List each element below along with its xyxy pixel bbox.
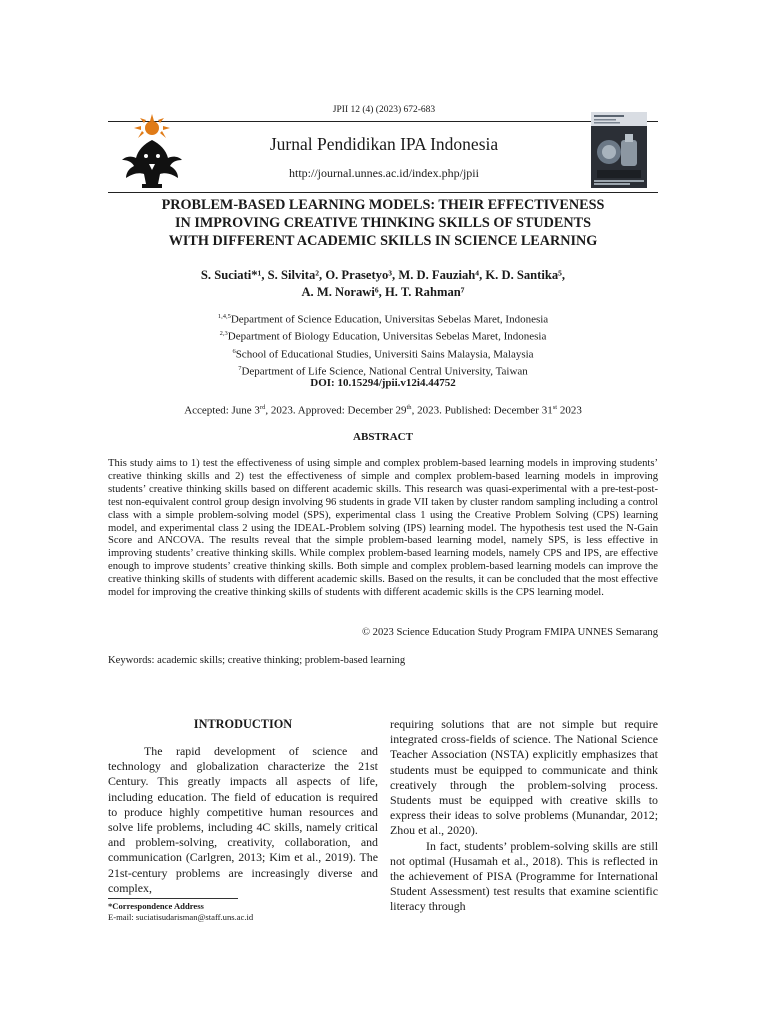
- affiliation-item: $^{2,3}$Department of Biology Education, Universitas Sebelas Maret, Indonesia: [219, 330, 547, 344]
- journal-citation: JPII 12 (4) (2023) 672-683: [332, 105, 436, 115]
- title-line-1: PROBLEM-BASED LEARNING MODELS: THEIR EFFECTIVENESS: [161, 197, 605, 213]
- intro-column-2: [390, 717, 658, 915]
- keywords: Keywords: academic skills; creative thinking; problem-based learning: [108, 655, 406, 666]
- footnote-rule: [108, 898, 238, 899]
- article-doi[interactable]: DOI: 10.15294/jpii.v12i4.44752: [310, 377, 456, 389]
- affiliation-item: $^{1,4,5}$Department of Science Education, Universitas Sebelas Maret, Indonesia: [217, 313, 549, 326]
- header-bottom-rule: [108, 192, 658, 193]
- affiliation-item: $^6$School of Educational Studies, Universiti Sains Malaysia, Malaysia: [232, 347, 534, 361]
- abstract-heading: ABSTRACT: [353, 431, 413, 443]
- article-title: [108, 196, 658, 250]
- intro-paragraph: The rapid development of science and technology and globalization characterize the 21st Century. This greatly impacts all aspects of life, including education. The field of education is required to produce highly competitive human resources and solve life problems, including 4C skills, namely critical and problem-solving, creativity, collaboration, and communication (Carlgren, 2013; Kim et al., 2019). The 21st-century problems are increasingly diverse and complex,: [108, 744, 378, 895]
- authors-line-1: S. Suciati*¹, S. Silvita², O. Prasetyo³, M. D. Fauziah⁴, K. D. Santika⁵,: [200, 268, 566, 282]
- footnote-label: *Correspondence Address: [108, 901, 204, 911]
- header-top-rule: [108, 121, 658, 122]
- abstract-body: This study aims to 1) test the effectiveness of using simple and complex problem-based learning models in improving students’ creative thinking skills and 2) test the effectiveness of simple and complex problem-based learning models in improving students’ creative thinking skills based on different academic skills. This research was quasi-experimental with a pre-test-post-test non-equivalent control group design involving 96 students in grade VII taken by cluster random sampling including a control class with a simple problem-solving model (SPS), experimental class 1 using the Creative Problem Solving (CPS) learning model, and experimental class 2 using the IDEAL-Problem solving (IPS) learning model. The hypothesis test used the N-Gain Score and ANCOVA. The results reveal that the simple problem-based learning model, namely SPS, is less effective in improving students’ creative thinking skills. While complex problem-based learning models, namely CPS and IPS, are effective enough to improve students’ creative thinking skills. Both simple and complex problem-based learning models can improve the creative thinking skills of students with different academic skills. Based on the results, it can be concluded that the most effective model for improving the creative thinking skills of students with different academic skills is the CPS learning model.: [108, 458, 658, 599]
- journal-url[interactable]: http://journal.unnes.ac.id/index.php/jpii: [289, 166, 479, 180]
- affiliation-item: $^7$Department of Life Science, National Central University, Taiwan: [238, 365, 528, 379]
- introduction-heading: INTRODUCTION: [193, 717, 293, 731]
- correspondence-footnote: [108, 901, 378, 923]
- journal-name: Jurnal Pendidikan IPA Indonesia: [269, 134, 499, 154]
- journal-cover-image: [591, 112, 647, 188]
- footnote-email[interactable]: E-mail: suciatisudarisman@staff.uns.ac.id: [108, 911, 254, 922]
- publication-dates: Accepted: June 3rd, 2023. Approved: December 29th, 2023. Published: December 31st 2023: [184, 404, 582, 417]
- title-line-2: IN IMPROVING CREATIVE THINKING SKILLS OF STUDENTS: [175, 215, 591, 231]
- author-list: [108, 267, 658, 301]
- intro-paragraph: requiring solutions that are not simple but require integrated cross-fields of science. The National Science Teacher Association (NSTA) explicitly emphasizes that students must be equipped to communicate and think creatively through the problem-solving process. Students must be equipped with creative skills to express their ideas to solve problems (Munandar, 2012; Zhou et al., 2020).: [390, 717, 658, 838]
- authors-line-2: A. M. Norawi⁶, H. T. Rahman⁷: [301, 285, 465, 299]
- title-line-3: WITH DIFFERENT ACADEMIC SKILLS IN SCIENCE LEARNING: [168, 233, 598, 249]
- copyright-notice: © 2023 Science Education Study Program FMIPA UNNES Semarang: [361, 627, 658, 638]
- intro-column-1: [108, 744, 378, 896]
- affiliations: [108, 310, 658, 380]
- unnes-logo: [116, 112, 188, 190]
- intro-paragraph: In fact, students’ problem-solving skills are still not optimal (Husamah et al., 2018). This is reflected in the achievement of PISA (Programme for International Student Assessment) test results that examine scientific literacy through: [390, 838, 658, 914]
